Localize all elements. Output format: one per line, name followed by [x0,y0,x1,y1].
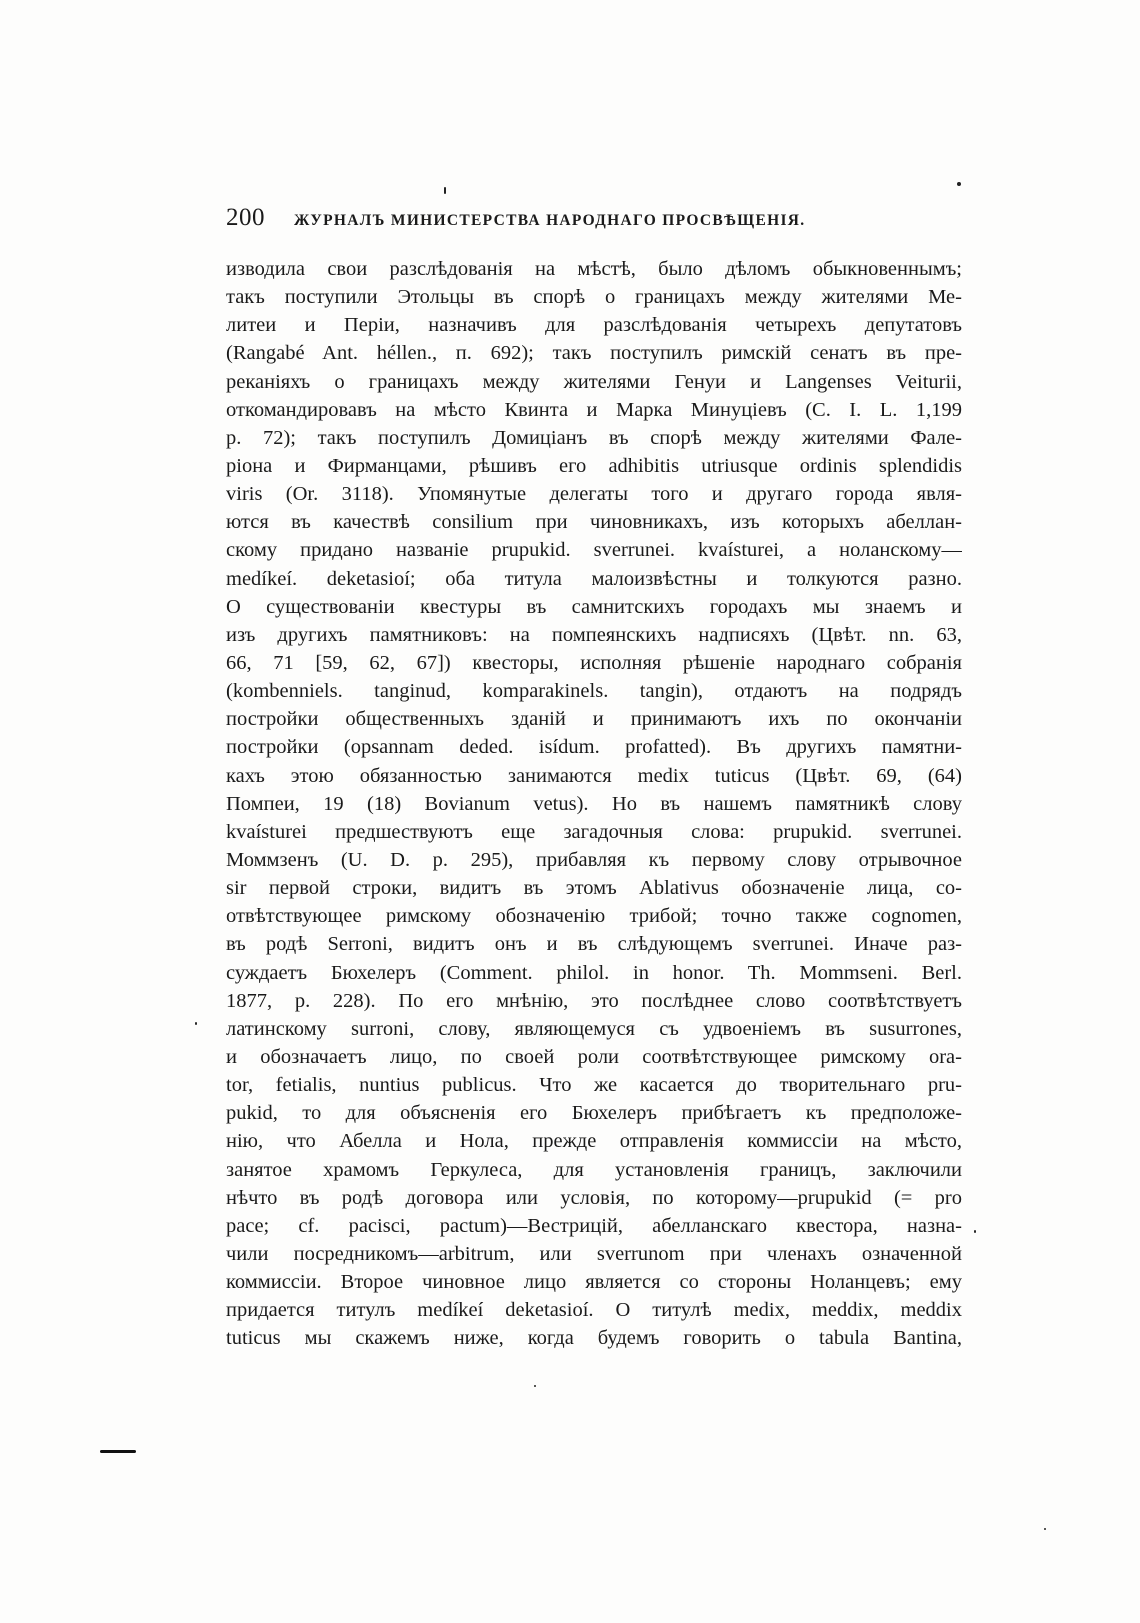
text-line: такъ поступили Этольцы въ спорѣ о границахъ между жителями Ме- [226,286,962,309]
text-line: откомандировавъ на мѣсто Квинта и Марка Минуціевъ (C. I. L. 1,199 [226,398,962,421]
ink-speck [957,182,961,186]
text-line: чили посредникомъ—arbitrum, или sverrunom при членахъ означенной [226,1242,962,1265]
ink-speck [974,1230,976,1233]
text-line: изъ другихъ памятниковъ: на помпеянскихъ надписяхъ (Цвѣт. nn. 63, [226,623,962,646]
text-line: ются въ качествѣ consilium при чиновникахъ, изъ которыхъ абеллан- [226,511,962,534]
text-line: скому придано названіе prupukid. sverrunei. kvaísturei, а ноланскому— [226,539,962,562]
text-line: и обозначаетъ лицо, по своей роли соотвѣтствующее римскому ora- [226,1045,962,1068]
text-line: tuticus мы скажемъ ниже, когда будемъ говорить о tabula Bantina, [226,1327,962,1350]
text-line: 66, 71 [59, 62, 67]) квесторы, исполняя рѣшеніе народнаго собранія [226,651,962,674]
text-line: литеи и Періи, назначивъ для разслѣдованія четырехъ депутатовъ [226,314,962,337]
text-line: латинскому surroni, слову, являющемуся съ удвоеніемъ въ susurrones, [226,1017,962,1040]
text-line: Помпеи, 19 (18) Bovianum vetus). Но въ нашемъ памятникѣ слову [226,792,962,815]
text-line: viris (Or. 3118). Упомянутые делегаты того и другаго города явля- [226,483,962,506]
text-line: нѣчто въ родѣ договора или условія, по которому—prupukid (= pro [226,1186,962,1209]
text-line: ріона и Фирманцами, рѣшивъ его adhibitis utriusque ordinis splendidis [226,454,962,477]
text-line: kvaísturei предшествуютъ еще загадочныя слова: prupukid. sverrunei. [226,820,962,843]
text-line: реканіяхъ о границахъ между жителями Генуи и Langenses Veiturii, [226,370,962,393]
text-line: занятое храмомъ Геркулеса, для установленія границъ, заключили [226,1158,962,1181]
text-line: постройки общественныхъ зданій и принимаютъ ихъ по окончаніи [226,708,962,731]
text-line: суждаетъ Бюхелеръ (Comment. philol. in honor. Th. Mommseni. Berl. [226,961,962,984]
ink-speck [534,1385,536,1387]
text-line: кахъ этою обязанностью занимаются medix tuticus (Цвѣт. 69, (64) [226,764,962,787]
text-line: pukid, то для объясненія его Бюхелеръ прибѣгаетъ къ предположе- [226,1102,962,1125]
ink-speck [444,187,446,194]
ink-speck [195,1022,197,1025]
body-text [226,255,962,1352]
text-line: Моммзенъ (U. D. p. 295), прибавляя къ первому слову отрывочное [226,848,962,871]
text-line: постройки (opsannam deded. isídum. profatted). Въ другихъ памятни- [226,736,962,759]
ink-speck [1044,1528,1046,1530]
text-line: отвѣтствующее римскому обозначенію трибой; точно также cognomen, [226,905,962,928]
margin-dash-mark [100,1450,136,1453]
page-number: 200 [226,204,265,231]
text-line: 1877, p. 228). По его мнѣнію, это послѣднее слово соотвѣтствуетъ [226,989,962,1012]
text-line: коммиссіи. Второе чиновное лицо является со стороны Ноланцевъ; ему [226,1271,962,1294]
text-line: p. 72); такъ поступилъ Домиціанъ въ спорѣ между жителями Фале- [226,426,962,449]
running-head [226,204,962,238]
text-line: pace; cf. pacisci, pactum)—Вестрицій, абелланскаго квестора, назна- [226,1214,962,1237]
text-line: tor, fetialis, nuntius publicus. Что же касается до творительнаго pru- [226,1074,962,1097]
text-line: (Rangabé Ant. héllen., п. 692); такъ поступилъ римскій сенатъ въ пре- [226,342,962,365]
journal-title: ЖУРНАЛЪ МИНИСТЕРСТВА НАРОДНАГО ПРОСВѢЩЕНІЯ. [294,212,806,229]
text-line: изводила свои разслѣдованія на мѣстѣ, было дѣломъ обыкновеннымъ; [226,258,962,280]
text-line: нію, что Абелла и Нола, прежде отправленія коммиссіи на мѣсто, [226,1130,962,1153]
text-line: въ родѣ Serroni, видитъ онъ и въ слѣдующемъ sverrunei. Иначе раз- [226,933,962,956]
text-line: sir первой строки, видитъ въ этомъ Ablativus обозначеніе лица, со- [226,877,962,900]
text-line: (kombenniels. tanginud, komparakinels. tangin), отдаютъ на подрядъ [226,680,962,703]
text-line: О существованіи квестуры въ самнитскихъ городахъ мы знаемъ и [226,595,962,618]
text-line: medíkeí. deketasioí; оба титула малоизвѣстны и толкуются разно. [226,567,962,590]
text-line: придается титулъ medíkeí deketasioí. О титулѣ medix, meddix, meddix [226,1299,962,1322]
